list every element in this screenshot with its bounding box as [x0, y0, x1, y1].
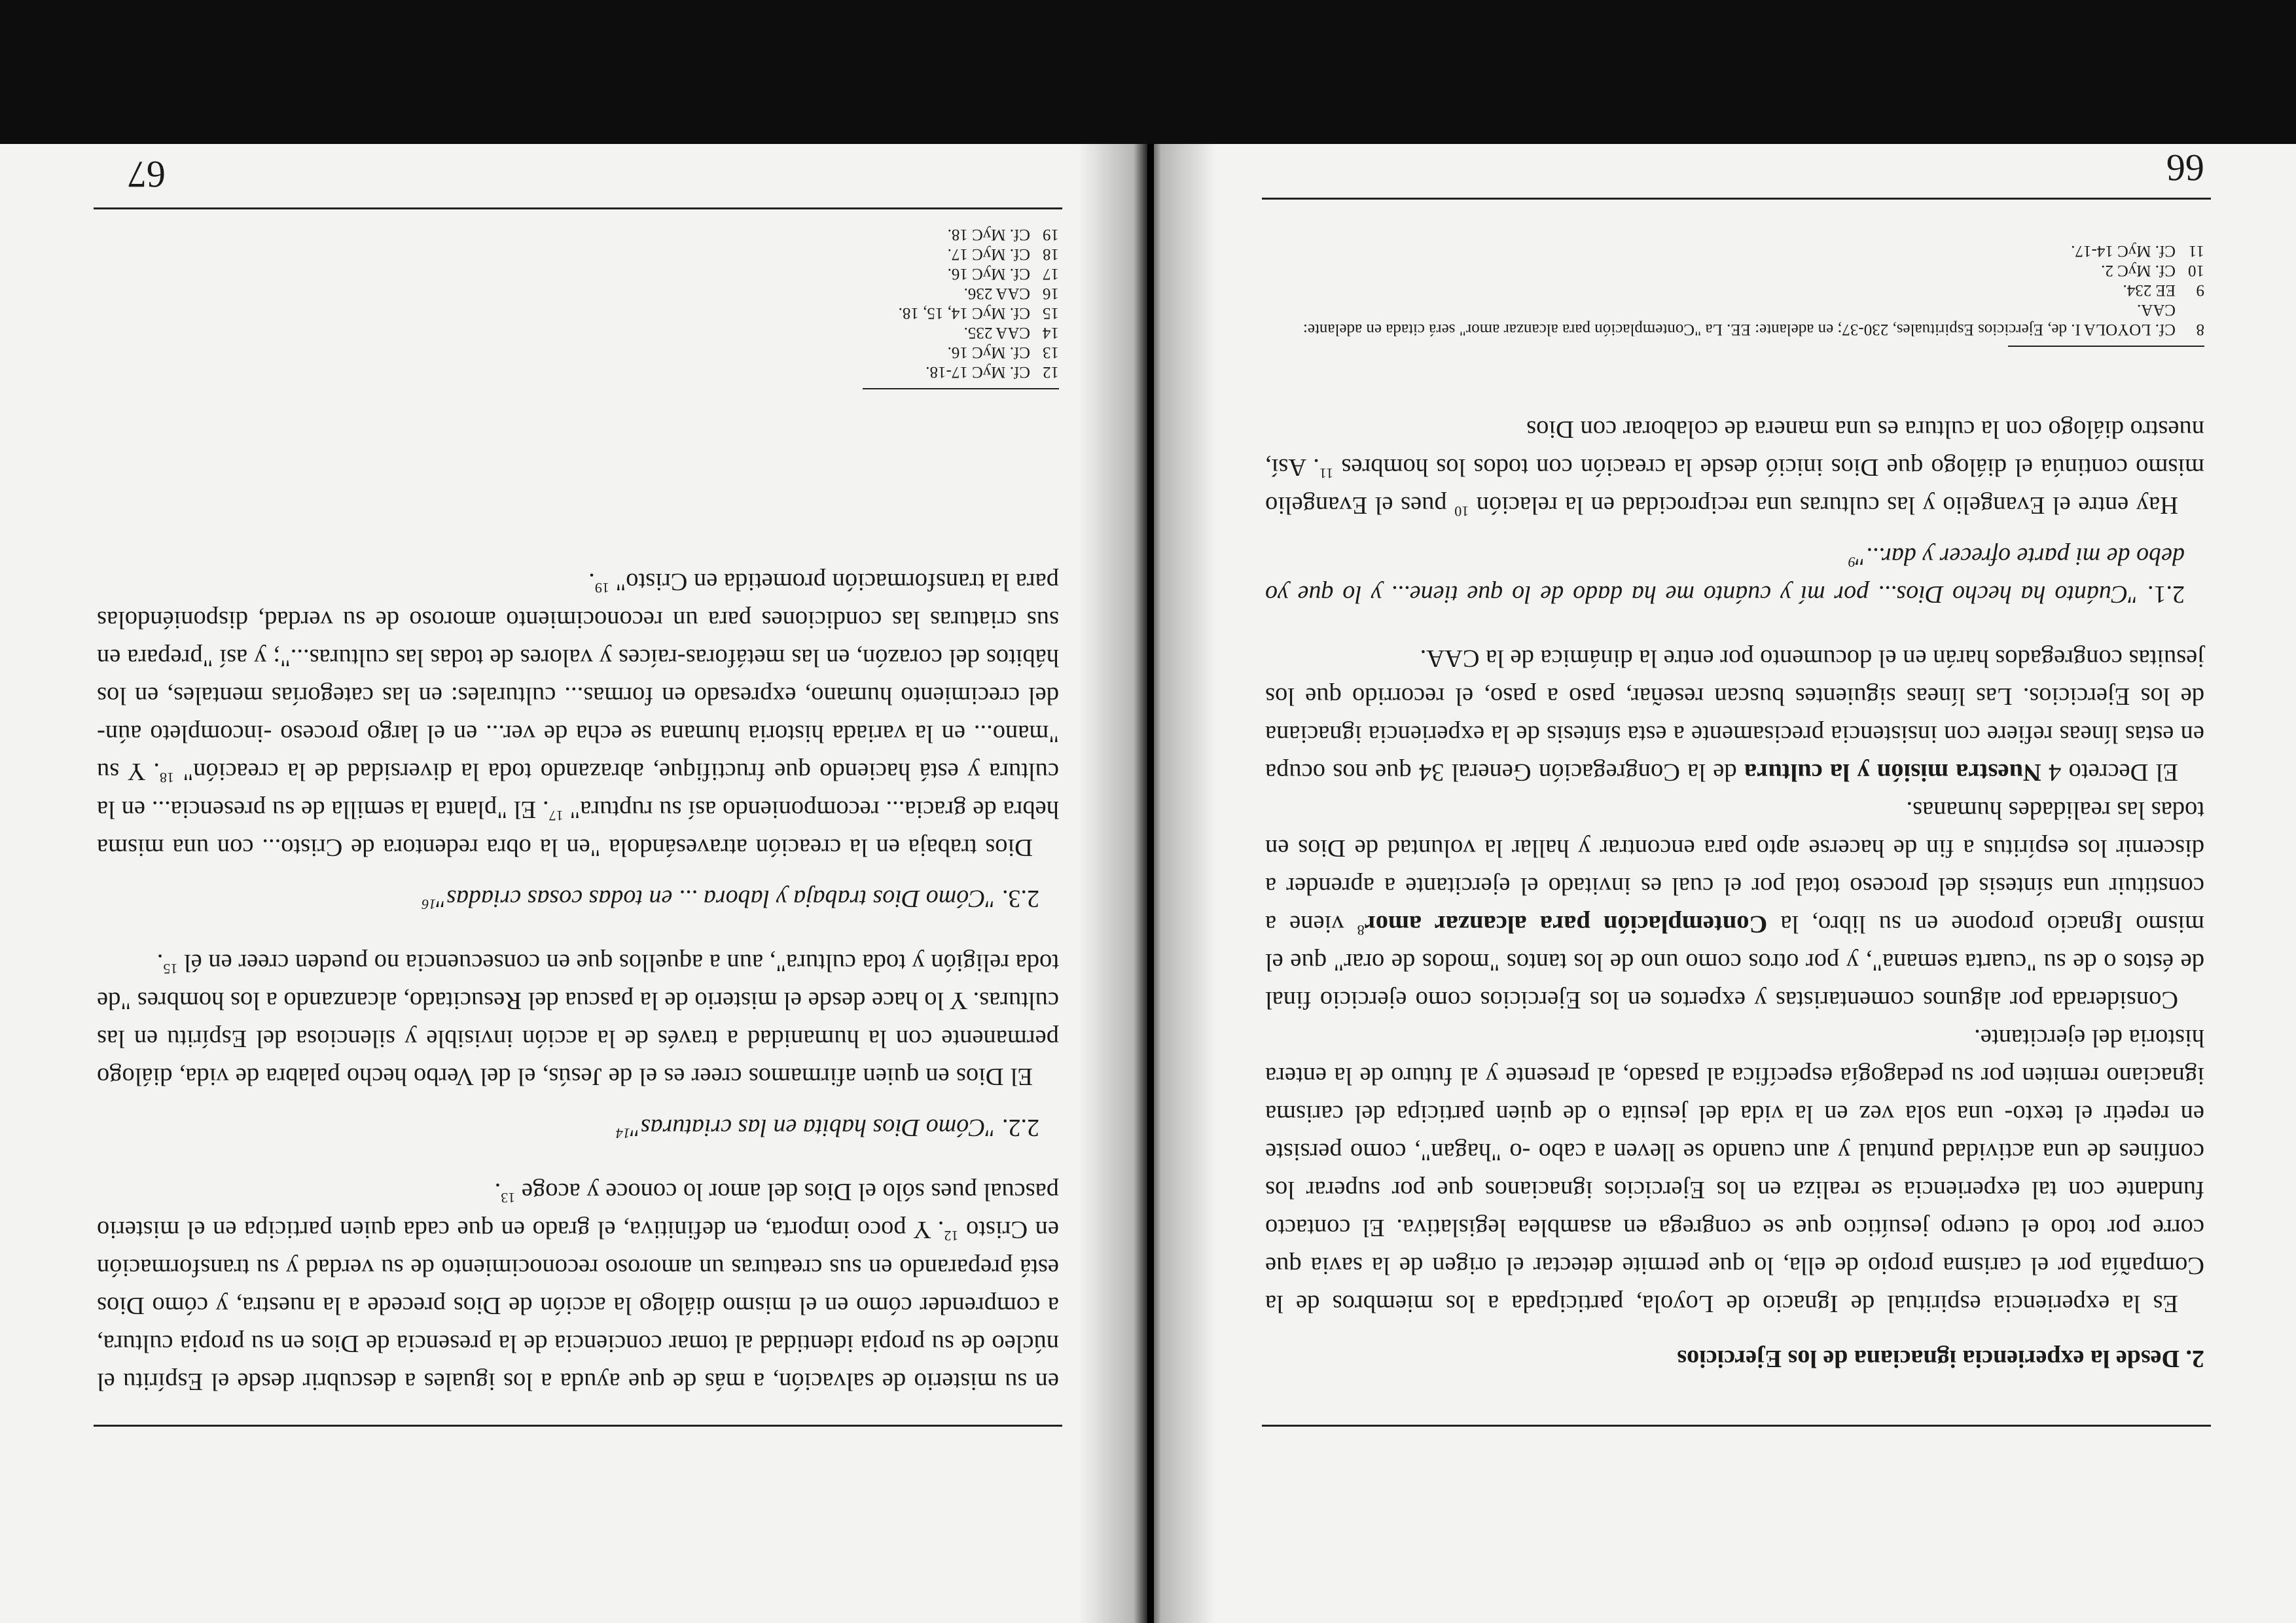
footnote — [1265, 280, 2204, 300]
footnote-number: 14 — [1043, 324, 1059, 342]
top-rule — [1262, 1425, 2211, 1427]
paragraph — [97, 1173, 1059, 1400]
footnote — [97, 303, 1059, 323]
text: Dios trabaja en la creación atravesándola "en la obra redentora de Cristo... con una misma hebra de gracia... recomponiendo así su ruptura" — [97, 796, 1059, 861]
footnote-number: 8 — [2196, 321, 2204, 338]
footnote-number: 17 — [1043, 265, 1059, 283]
footnote-number: 10 — [2188, 262, 2204, 279]
text: . Y su "mano... en la variada historia humana se echa de ver... en el largo proceso -incompleto aún- del crecimiento humano, expresado en formas... culturales: en las categorías mentales, en los hábitos del corazón, en las metáforas-raíces y valores de todas las culturas..."; y así "prepara en sus criaturas las condiciones para un reconocimiento amoroso de su verdad, disponiéndolas para la transformación prometida en Cristo" — [97, 568, 1059, 785]
footnote-text: CAA 236. — [963, 285, 1030, 302]
footnote — [97, 342, 1059, 362]
paragraph — [97, 944, 1059, 1096]
text: Hay entre el Evangelio y las culturas una reciprocidad en la relación — [1469, 491, 2178, 519]
page-66 — [1154, 144, 2296, 1623]
footnotes — [97, 224, 1059, 389]
page-67 — [0, 144, 1147, 1623]
footnote — [97, 283, 1059, 303]
footnote-text: EE 234. — [2123, 281, 2176, 299]
subsection-title: "Cómo Dios habita en las criaturas" — [630, 1114, 996, 1141]
text: . Y poco importa, en definitiva, el grado en que cada quien participa en el misterio pascual pues sólo el Dios del amor lo conoce y acoge — [97, 1178, 1059, 1243]
subsection-heading — [97, 880, 1039, 918]
paragraph — [1265, 639, 2204, 791]
paragraph — [97, 563, 1059, 866]
text: . — [156, 949, 164, 976]
footnote-number: 19 — [1043, 226, 1059, 243]
text: pues el Evangelio mismo continúa el diálogo que Dios inició desde la creación con todos los hombres — [1265, 454, 2204, 519]
top-rule — [94, 1425, 1062, 1427]
bold-text: Nuestra misión y la cultura — [1744, 758, 2041, 786]
footnote-text: Cf. MyC 18. — [947, 226, 1030, 243]
paragraph — [1265, 791, 2204, 1019]
bold-text: Contemplación para alcanzar amor — [1364, 910, 1768, 938]
footnote — [1265, 300, 2204, 339]
footnote-number: 11 — [2188, 242, 2204, 260]
footnote-number: 16 — [1043, 285, 1059, 302]
footnote-text: Cf. MyC 16. — [947, 344, 1030, 361]
page-number: 66 — [2166, 147, 2204, 189]
footnote-ref: 15 — [163, 960, 178, 977]
footnote-ref: 17 — [548, 807, 564, 824]
text: . — [588, 568, 595, 596]
footnote — [1265, 260, 2204, 280]
footnote-number: 9 — [2196, 281, 2204, 299]
footnote-rule — [2008, 346, 2204, 347]
footnote — [97, 224, 1059, 244]
footnote-number: 15 — [1043, 304, 1059, 322]
section-heading: 2. Desde la experiencia ignaciana de los Ejercicios — [1677, 1345, 2204, 1372]
footnote-rule — [863, 388, 1059, 389]
footnote — [97, 323, 1059, 342]
bottom-rule — [94, 207, 1062, 209]
subsection-title: "Cuánto ha hecho Dios... por mí y cuánto me ha dado de lo que tiene... y lo que yo debo de mi parte ofrecer y dar..." — [1265, 543, 2185, 608]
footnote-text: Cf. MyC 14, 15, 18. — [898, 304, 1030, 322]
text: Considerada por algunos comentaristas y expertos en los Ejercicios como ejercicio final de éstos o de su "cuarta semana", y por otros como uno de los tantos "modos de orar" que el mismo Ignacio propone en su libro, la — [1265, 910, 2204, 1014]
footnote-number: 13 — [1043, 344, 1059, 361]
footnote-text: Cf. MyC 17. — [947, 245, 1030, 263]
text: . Así, nuestro diálogo con la cultura es una manera de colaborar con Dios — [1265, 416, 2204, 481]
footnote-ref: 14 — [615, 1125, 630, 1142]
subsection-number: 2.1. — [2138, 580, 2185, 608]
footnote-text: CAA 235. — [963, 324, 1030, 342]
footnote — [97, 264, 1059, 283]
footnote-text: Cf. MyC 2. — [2101, 262, 2176, 279]
text: en su misterio de salvación, a más de que ayuda a los iguales a descubrir desde el Espíritu el núcleo de su propia identidad al tomar conciencia de la presencia de Dios en su propia cultura, a comprender cómo en el mismo diálogo la acción de Dios precede a la nuestra, y cómo Dios está preparando en sus creaturas un amoroso reconocimiento de su verdad y su transformación en Cristo — [97, 1216, 1059, 1395]
text: El Decreto 4 — [2041, 758, 2178, 786]
footnote — [1265, 241, 2204, 260]
bottom-rule — [1262, 198, 2211, 200]
footnote-ref: 11 — [1319, 465, 1334, 482]
paragraph: Es la experiencia espiritual de Ignacio de Loyola, participada a los miembros de la Compañía por el carisma propio de ella, lo que permite detectar el origen de la savia que corre por todo el cuerpo jesuítico que se congrega en asamblea legislativa. El contacto fundante con tal experiencia se realiza en los Ejercicios ignacianos que por superar los confines de una actividad puntual y aun cuando se lleven a cabo -o "hagan", como persiste en repetir el texto- una sola vez en la vida del jesuita o de quien participa del carisma ignaciano remiten por su pedagogía específica al pasado, al presente y al futuro de la entera historia del ejercitante. — [1265, 1024, 2204, 1317]
subsection-heading — [1265, 537, 2185, 613]
footnote-ref: 8 — [1357, 921, 1365, 938]
subsection-heading — [97, 1109, 1039, 1147]
footnote-ref: 13 — [501, 1189, 516, 1206]
footnote-number: 18 — [1043, 245, 1059, 263]
footnote-text: Cf. LOYOLA I. de, Ejercicios Espirituales, 230-37; en adelante: EE. La "Contemplación para alcanzar amor" será citada en adelante: CAA. — [1302, 301, 2176, 338]
footnote-ref: 12 — [944, 1227, 959, 1244]
footnote — [97, 244, 1059, 264]
footnote-number: 12 — [1043, 363, 1059, 381]
footnote-ref: 18 — [159, 769, 174, 786]
book-gutter-shadow — [1079, 144, 1216, 1623]
text: El Dios en quien afirmamos creer es el de Jesús, el del Verbo hecho palabra de vida, diálogo permanente con la humanidad a través de la acción invisible y silenciosa del Espíritu en las culturas. Y lo hace desde el misterio de la pascua del Resucitado, alcanzando a los hombres "de toda religión y toda cultura", aun a aquellos que en consecuencia no pueden creer en él — [97, 949, 1059, 1090]
subsection-number: 2.2. — [996, 1114, 1039, 1141]
footnote-ref: 16 — [422, 896, 437, 913]
footnote-text: Cf. MyC 14-17. — [2071, 242, 2176, 260]
main-text-column — [1265, 410, 2204, 1378]
footnotes — [1265, 241, 2204, 347]
text: . — [494, 1178, 501, 1205]
footnote-text: Cf. MyC 17-18. — [925, 363, 1030, 381]
text: . El "planta la semilla de su presencia... en la cultura y está haciendo que fructifique, abrazando toda la diversidad de la creación" — [97, 758, 1059, 823]
main-text-column — [97, 563, 1059, 1400]
footnote-ref: 19 — [594, 579, 609, 596]
text: viene a constituir una síntesis del proceso total por el cual es invitado el ejercitante a aprender a discernir los espíritus a fin de hacerse apto para encontrar y hallar la voluntad de Dios en todas las realidades humanas. — [1265, 796, 2204, 938]
text: de la Congregación General 34 que nos ocupa en estas líneas refiere con insistencia precisamente a esta síntesis de la experiencia ignaciana de los Ejercicios. Las líneas siguientes buscan reseñar, paso a paso, el recorrido que los jesuitas congregados harán en el documento por entre la dinámica de la CAA. — [1265, 645, 2204, 786]
subsection-title: "Cómo Dios trabaja y labora ... en todas cosas criadas" — [436, 885, 996, 912]
footnote — [97, 362, 1059, 382]
subsection-number: 2.3. — [996, 885, 1039, 912]
footnote-ref: 9 — [1848, 554, 1856, 571]
paragraph — [1265, 410, 2204, 524]
footnote-text: Cf. MyC 16. — [947, 265, 1030, 283]
footnote-ref: 10 — [1454, 503, 1469, 520]
page-number: 67 — [128, 153, 166, 196]
